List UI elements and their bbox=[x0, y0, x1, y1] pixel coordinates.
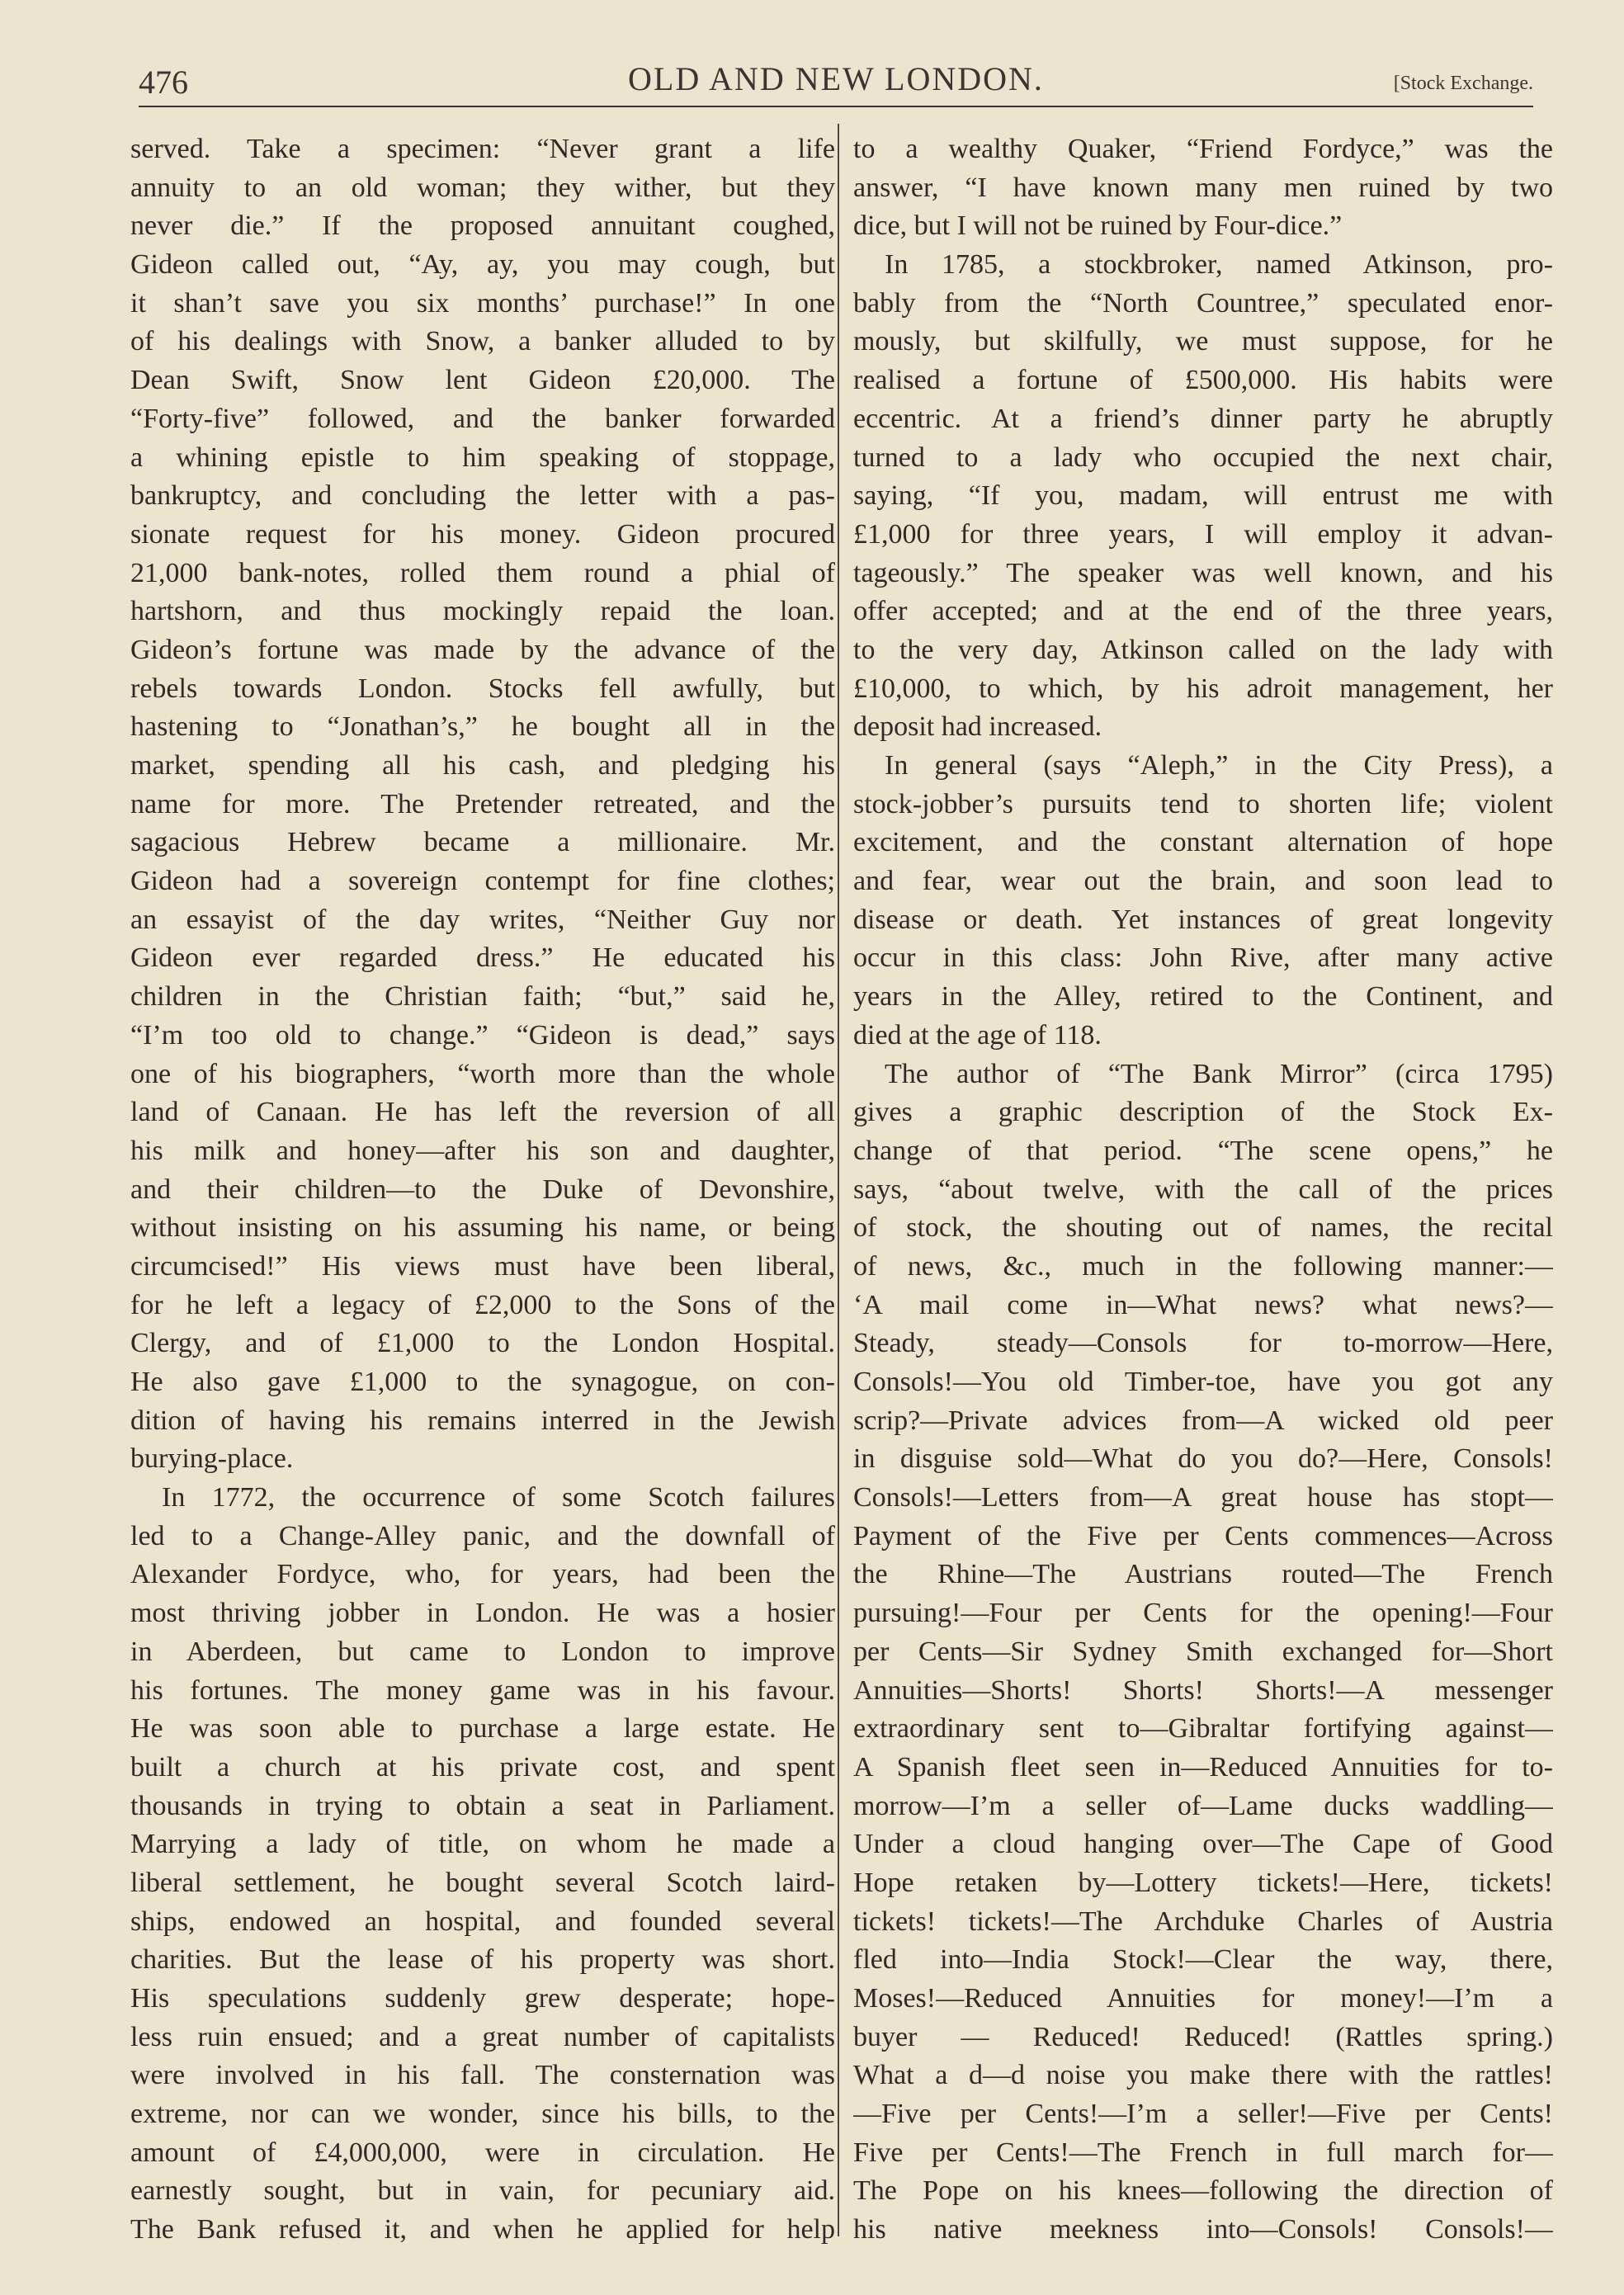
text-line: hastening to “Jonathan’s,” he bought all in the bbox=[130, 711, 835, 743]
text-line: to a wealthy Quaker, “Friend Fordyce,” was the bbox=[853, 134, 1553, 164]
text-line: a whining epistle to him speaking of stoppage, bbox=[130, 442, 835, 473]
text-line: sionate request for his money. Gideon procured bbox=[130, 518, 835, 550]
text-line: hartshorn, and thus mockingly repaid the loan. bbox=[130, 596, 835, 627]
text-line: In general (says “Aleph,” in the City Press), a bbox=[885, 750, 1553, 781]
text-line: and their children—to the Duke of Devonshire, bbox=[130, 1173, 835, 1205]
text-line: Gideon’s fortune was made by the advance of the bbox=[130, 634, 835, 665]
text-line: to the very day, Atkinson called on the lady with bbox=[853, 634, 1553, 665]
text-line: Five per Cents!—The French in full march for— bbox=[853, 2137, 1553, 2168]
text-line: “I’m too old to change.” “Gideon is dead,” says bbox=[130, 1019, 835, 1051]
text-line: for he left a legacy of £2,000 to the Sons of the bbox=[130, 1289, 835, 1320]
text-line: died at the age of 118. bbox=[853, 1019, 1102, 1051]
text-line: Clergy, and of £1,000 to the London Hospital. bbox=[130, 1328, 835, 1359]
text-line: He also gave £1,000 to the synagogue, on con- bbox=[130, 1367, 835, 1397]
left-column bbox=[130, 130, 835, 2250]
text-line: deposit had increased. bbox=[853, 711, 1102, 743]
text-line: years in the Alley, retired to the Continent, and bbox=[853, 981, 1553, 1013]
text-line: without insisting on his assuming his name, or being bbox=[130, 1212, 835, 1244]
running-title: OLD AND NEW LONDON. bbox=[628, 60, 1044, 97]
text-line: it shan’t save you six months’ purchase!” In one bbox=[130, 287, 835, 319]
text-line: in disguise sold—What do you do?—Here, Consols! bbox=[853, 1443, 1553, 1475]
text-line: in Aberdeen, but came to London to improve bbox=[130, 1636, 835, 1667]
text-line: Marrying a lady of title, on whom he made a bbox=[130, 1829, 835, 1860]
text-line: charities. But the lease of his property was short. bbox=[130, 1944, 835, 1976]
text-line: mously, but skilfully, we must suppose, for he bbox=[853, 326, 1553, 357]
text-line: In 1785, a stockbroker, named Atkinson, pro- bbox=[885, 249, 1553, 281]
text-line: gives a graphic description of the Stock Ex- bbox=[853, 1097, 1553, 1128]
text-line: annuity to an old woman; they wither, but they bbox=[130, 172, 835, 203]
text-line: bably from the “North Countree,” speculated enor- bbox=[853, 287, 1553, 319]
text-line: market, spending all his cash, and pledging his bbox=[130, 750, 835, 781]
text-line: disease or death. Yet instances of great longevity bbox=[853, 904, 1553, 935]
text-line: of news, &c., much in the following manner:— bbox=[853, 1250, 1553, 1282]
text-line: built a church at his private cost, and spent bbox=[130, 1751, 835, 1783]
text-line: thousands in trying to obtain a seat in Parliament. bbox=[130, 1790, 835, 1821]
text-line: most thriving jobber in London. He was a hosier bbox=[130, 1598, 835, 1629]
text-line: burying-place. bbox=[130, 1443, 294, 1475]
text-line: What a d—d noise you make there with the rattles! bbox=[853, 2060, 1553, 2091]
text-line: bankruptcy, and concluding the letter with a pas- bbox=[130, 480, 835, 512]
text-line: Gideon had a sovereign contempt for fine clothes; bbox=[130, 866, 835, 897]
text-line: Alexander Fordyce, who, for years, had been the bbox=[130, 1559, 835, 1590]
text-line: of stock, the shouting out of names, the recital bbox=[853, 1212, 1553, 1244]
column-rule bbox=[838, 124, 839, 2236]
text-line: The author of “The Bank Mirror” (circa 1795) bbox=[885, 1058, 1553, 1089]
text-line: Gideon ever regarded dress.” He educated his bbox=[130, 942, 835, 974]
text-line: excitement, and the constant alternation of hope bbox=[853, 827, 1553, 858]
text-line: the Rhine—The Austrians routed—The French bbox=[853, 1559, 1553, 1590]
text-line: buyer — Reduced! Reduced! (Rattles spring.) bbox=[853, 2021, 1553, 2052]
text-line: served. Take a specimen: “Never grant a life bbox=[130, 134, 835, 164]
text-line: amount of £4,000,000, were in circulation. He bbox=[130, 2137, 835, 2168]
text-line: name for more. The Pretender retreated, and the bbox=[130, 788, 835, 819]
text-line: his fortunes. The money game was in his favour. bbox=[130, 1674, 835, 1706]
text-line: one of his biographers, “worth more than the whole bbox=[130, 1058, 835, 1089]
text-line: circumcised!” His views must have been liberal, bbox=[130, 1250, 835, 1282]
text-line: led to a Change-Alley panic, and the downfall of bbox=[130, 1520, 835, 1551]
text-line: less ruin ensued; and a great number of capitalists bbox=[130, 2021, 835, 2052]
text-line: Hope retaken by—Lottery tickets!—Here, tickets! bbox=[853, 1867, 1553, 1898]
text-line: his native meekness into—Consols! Consols!— bbox=[853, 2214, 1553, 2245]
text-line: scrip?—Private advices from—A wicked old peer bbox=[853, 1405, 1553, 1436]
text-line: £1,000 for three years, I will employ it advan- bbox=[853, 518, 1553, 550]
text-line: Dean Swift, Snow lent Gideon £20,000. The bbox=[130, 365, 835, 396]
text-line: morrow—I’m a seller of—Lame ducks waddling— bbox=[853, 1790, 1553, 1821]
text-line: were involved in his fall. The consternation was bbox=[130, 2060, 835, 2091]
text-line: Consols!—You old Timber-toe, have you got any bbox=[853, 1367, 1553, 1397]
text-line: occur in this class: John Rive, after many active bbox=[853, 942, 1553, 974]
text-line: 21,000 bank-notes, rolled them round a phial of bbox=[130, 557, 835, 588]
text-line: —Five per Cents!—I’m a seller!—Five per Cents! bbox=[853, 2099, 1553, 2130]
text-line: sagacious Hebrew became a millionaire. Mr. bbox=[130, 827, 835, 858]
text-line: The Pope on his knees—following the direction of bbox=[853, 2175, 1553, 2207]
text-line: Under a cloud hanging over—The Cape of Good bbox=[853, 1829, 1553, 1860]
text-line: His speculations suddenly grew desperate; hope- bbox=[130, 1983, 835, 2014]
text-line: Moses!—Reduced Annuities for money!—I’m a bbox=[853, 1983, 1553, 2014]
text-line: answer, “I have known many men ruined by two bbox=[853, 172, 1553, 203]
text-line: offer accepted; and at the end of the three years, bbox=[853, 596, 1553, 627]
text-line: saying, “If you, madam, will entrust me with bbox=[853, 480, 1553, 512]
text-line: and fear, wear out the brain, and soon lead to bbox=[853, 866, 1553, 897]
text-line: says, “about twelve, with the call of the prices bbox=[853, 1173, 1553, 1205]
text-line: an essayist of the day writes, “Neither Guy nor bbox=[130, 904, 835, 935]
right-column bbox=[853, 130, 1553, 2250]
text-line: children in the Christian faith; “but,” said he, bbox=[130, 981, 835, 1013]
text-line: earnestly sought, but in vain, for pecuniary aid. bbox=[130, 2175, 835, 2207]
text-line: A Spanish fleet seen in—Reduced Annuities for to- bbox=[853, 1751, 1553, 1783]
text-line: per Cents—Sir Sydney Smith exchanged for—Short bbox=[853, 1636, 1553, 1667]
text-line: The Bank refused it, and when he applied for help bbox=[130, 2214, 835, 2245]
text-line: Payment of the Five per Cents commences—Across bbox=[853, 1520, 1553, 1551]
running-head bbox=[139, 56, 1533, 107]
text-line: of his dealings with Snow, a banker alluded to by bbox=[130, 326, 835, 357]
text-line: change of that period. “The scene opens,” he bbox=[853, 1135, 1553, 1166]
text-line: ships, endowed an hospital, and founded several bbox=[130, 1905, 835, 1937]
text-line: dition of having his remains interred in the Jewish bbox=[130, 1405, 835, 1436]
text-line: eccentric. At a friend’s dinner party he abruptly bbox=[853, 403, 1553, 434]
text-line: fled into—India Stock!—Clear the way, there, bbox=[853, 1944, 1553, 1976]
text-line: realised a fortune of £500,000. His habits were bbox=[853, 365, 1553, 396]
section-tag: [Stock Exchange. bbox=[1393, 73, 1533, 94]
text-line: Steady, steady—Consols for to-morrow—Here, bbox=[853, 1328, 1553, 1359]
text-line: ‘A mail come in—What news? what news?— bbox=[853, 1289, 1553, 1320]
text-line: rebels towards London. Stocks fell awfully, but bbox=[130, 673, 835, 704]
page-number: 476 bbox=[139, 64, 188, 101]
text-line: his milk and honey—after his son and daughter, bbox=[130, 1135, 835, 1166]
text-line: liberal settlement, he bought several Scotch laird- bbox=[130, 1867, 835, 1898]
text-line: never die.” If the proposed annuitant coughed, bbox=[130, 210, 835, 242]
text-line: He was soon able to purchase a large estate. He bbox=[130, 1713, 835, 1745]
text-line: Annuities—Shorts! Shorts! Shorts!—A messenger bbox=[853, 1674, 1553, 1706]
text-line: turned to a lady who occupied the next chair, bbox=[853, 442, 1553, 473]
text-line: “Forty-five” followed, and the banker forwarded bbox=[130, 403, 835, 434]
text-line: dice, but I will not be ruined by Four-dice.” bbox=[853, 210, 1343, 242]
text-line: £10,000, to which, by his adroit management, her bbox=[853, 673, 1553, 704]
text-line: pursuing!—Four per Cents for the opening!—Four bbox=[853, 1598, 1553, 1629]
text-line: tickets! tickets!—The Archduke Charles of Austria bbox=[853, 1905, 1553, 1937]
text-line: tageously.” The speaker was well known, and his bbox=[853, 557, 1553, 588]
text-line: land of Canaan. He has left the reversion of all bbox=[130, 1097, 835, 1128]
text-line: stock-jobber’s pursuits tend to shorten life; violent bbox=[853, 788, 1553, 819]
text-line: Consols!—Letters from—A great house has stopt— bbox=[853, 1482, 1553, 1513]
text-line: Gideon called out, “Ay, ay, you may cough, but bbox=[130, 249, 835, 281]
text-line: extreme, nor can we wonder, since his bills, to the bbox=[130, 2099, 835, 2130]
text-line: In 1772, the occurrence of some Scotch failures bbox=[162, 1482, 835, 1513]
text-line: extraordinary sent to—Gibraltar fortifying against— bbox=[853, 1713, 1553, 1745]
